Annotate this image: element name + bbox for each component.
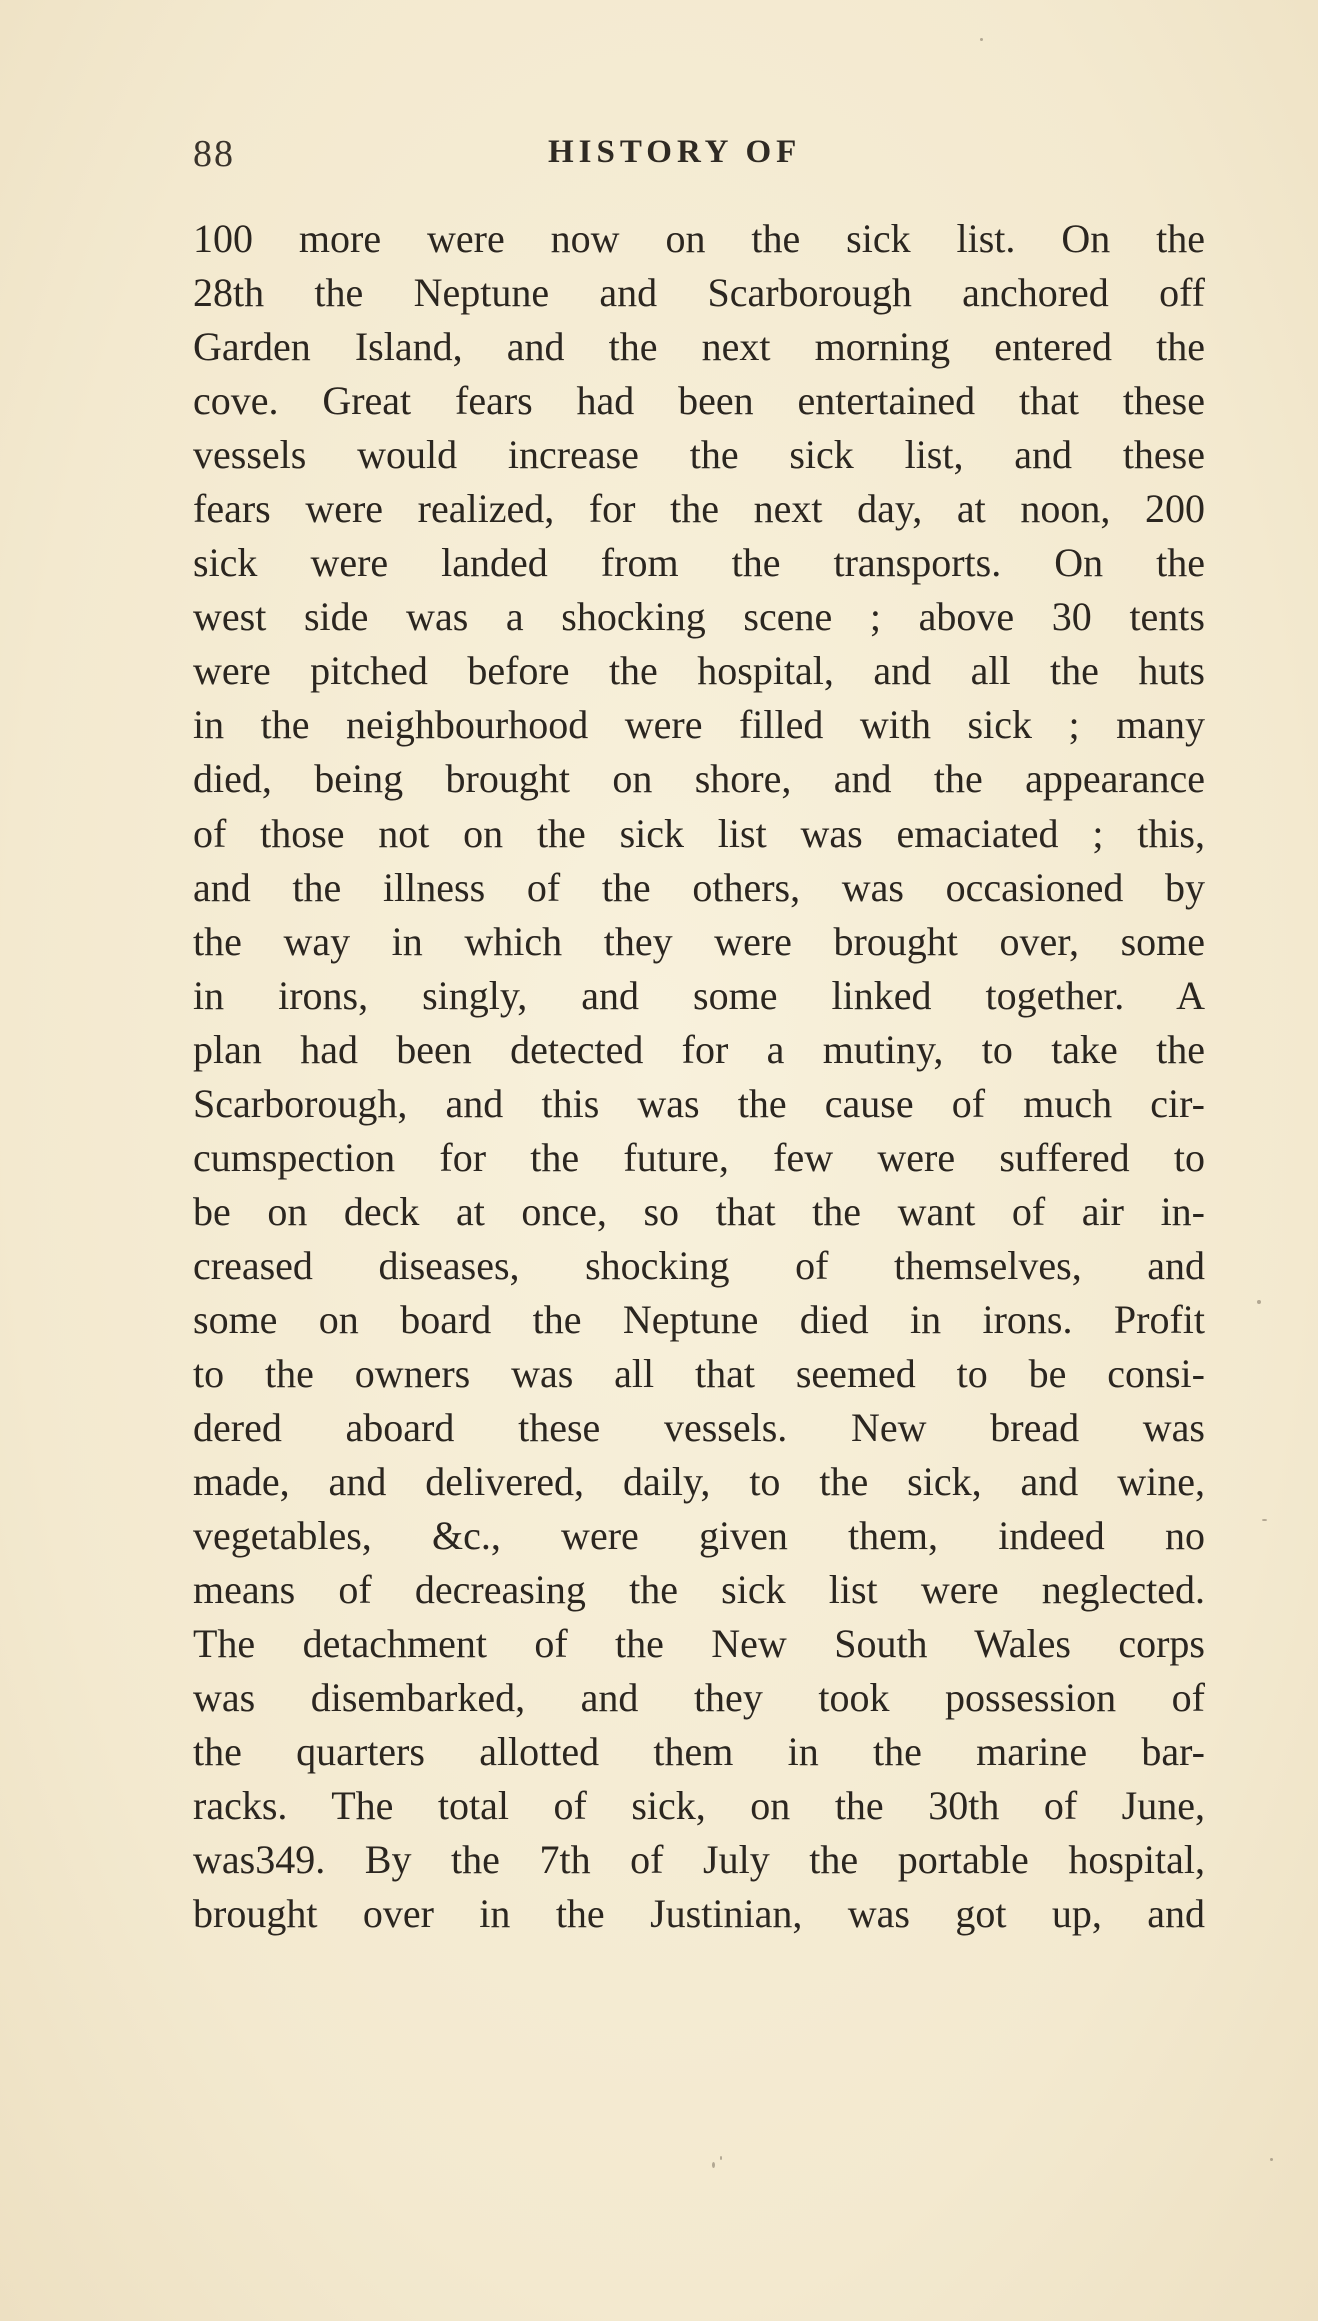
text-line: dered aboard these vessels. New bread was bbox=[193, 1405, 1205, 1451]
page-header bbox=[193, 132, 1205, 182]
paper-speck bbox=[1262, 1519, 1267, 1521]
text-line: made, and delivered, daily, to the sick, and wine, bbox=[193, 1459, 1205, 1505]
text-line: some on board the Neptune died in irons. Profit bbox=[193, 1296, 1205, 1342]
text-line: were pitched before the hospital, and all the huts bbox=[193, 648, 1205, 694]
text-line: was349. By the 7th of July the portable hospital, bbox=[193, 1837, 1205, 1883]
running-head: HISTORY OF bbox=[548, 134, 802, 170]
text-line: Garden Island, and the next morning entered the bbox=[193, 324, 1205, 370]
text-line: racks. The total of sick, on the 30th of June, bbox=[193, 1783, 1205, 1829]
text-line: sick were landed from the transports. On the bbox=[193, 540, 1205, 586]
text-line: of those not on the sick list was emaciated ; this, bbox=[193, 810, 1205, 856]
body-text bbox=[193, 212, 1205, 1942]
text-line: in irons, singly, and some linked together. A bbox=[193, 972, 1205, 1018]
text-line: creased diseases, shocking of themselves, and bbox=[193, 1242, 1205, 1288]
paper-speck bbox=[1257, 1300, 1261, 1304]
text-line: to the owners was all that seemed to be consi- bbox=[193, 1350, 1205, 1396]
text-line: 100 more were now on the sick list. On the bbox=[193, 216, 1205, 261]
text-line: plan had been detected for a mutiny, to take the bbox=[193, 1026, 1205, 1072]
text-line: vessels would increase the sick list, and these bbox=[193, 432, 1205, 478]
text-line: vegetables, &c., were given them, indeed no bbox=[193, 1513, 1205, 1559]
text-line: brought over in the Justinian, was got up, and bbox=[193, 1891, 1205, 1937]
page-number: 88 bbox=[193, 133, 235, 175]
text-line: and the illness of the others, was occasioned by bbox=[193, 864, 1205, 910]
paper-speck bbox=[980, 38, 983, 41]
text-line: The detachment of the New South Wales corps bbox=[193, 1621, 1205, 1667]
paper-speck bbox=[720, 2156, 722, 2160]
text-line: died, being brought on shore, and the appearance bbox=[193, 756, 1205, 802]
paper-speck bbox=[712, 2162, 715, 2168]
text-line: the quarters allotted them in the marine bar- bbox=[193, 1729, 1205, 1775]
text-line: in the neighbourhood were filled with sick ; many bbox=[193, 702, 1205, 748]
text-line: means of decreasing the sick list were neglected. bbox=[193, 1567, 1205, 1613]
text-line: 28th the Neptune and Scarborough anchored off bbox=[193, 270, 1205, 316]
text-line: Scarborough, and this was the cause of much cir- bbox=[193, 1080, 1205, 1126]
text-line: the way in which they were brought over, some bbox=[193, 918, 1205, 964]
text-line: west side was a shocking scene ; above 30 tents bbox=[193, 594, 1205, 640]
text-line: fears were realized, for the next day, at noon, 200 bbox=[193, 486, 1205, 532]
paper-speck bbox=[1270, 2158, 1273, 2161]
text-line: was disembarked, and they took possession of bbox=[193, 1675, 1205, 1721]
text-line: cove. Great fears had been entertained that these bbox=[193, 378, 1205, 424]
text-line: cumspection for the future, few were suffered to bbox=[193, 1134, 1205, 1180]
text-line: be on deck at once, so that the want of air in- bbox=[193, 1188, 1205, 1234]
